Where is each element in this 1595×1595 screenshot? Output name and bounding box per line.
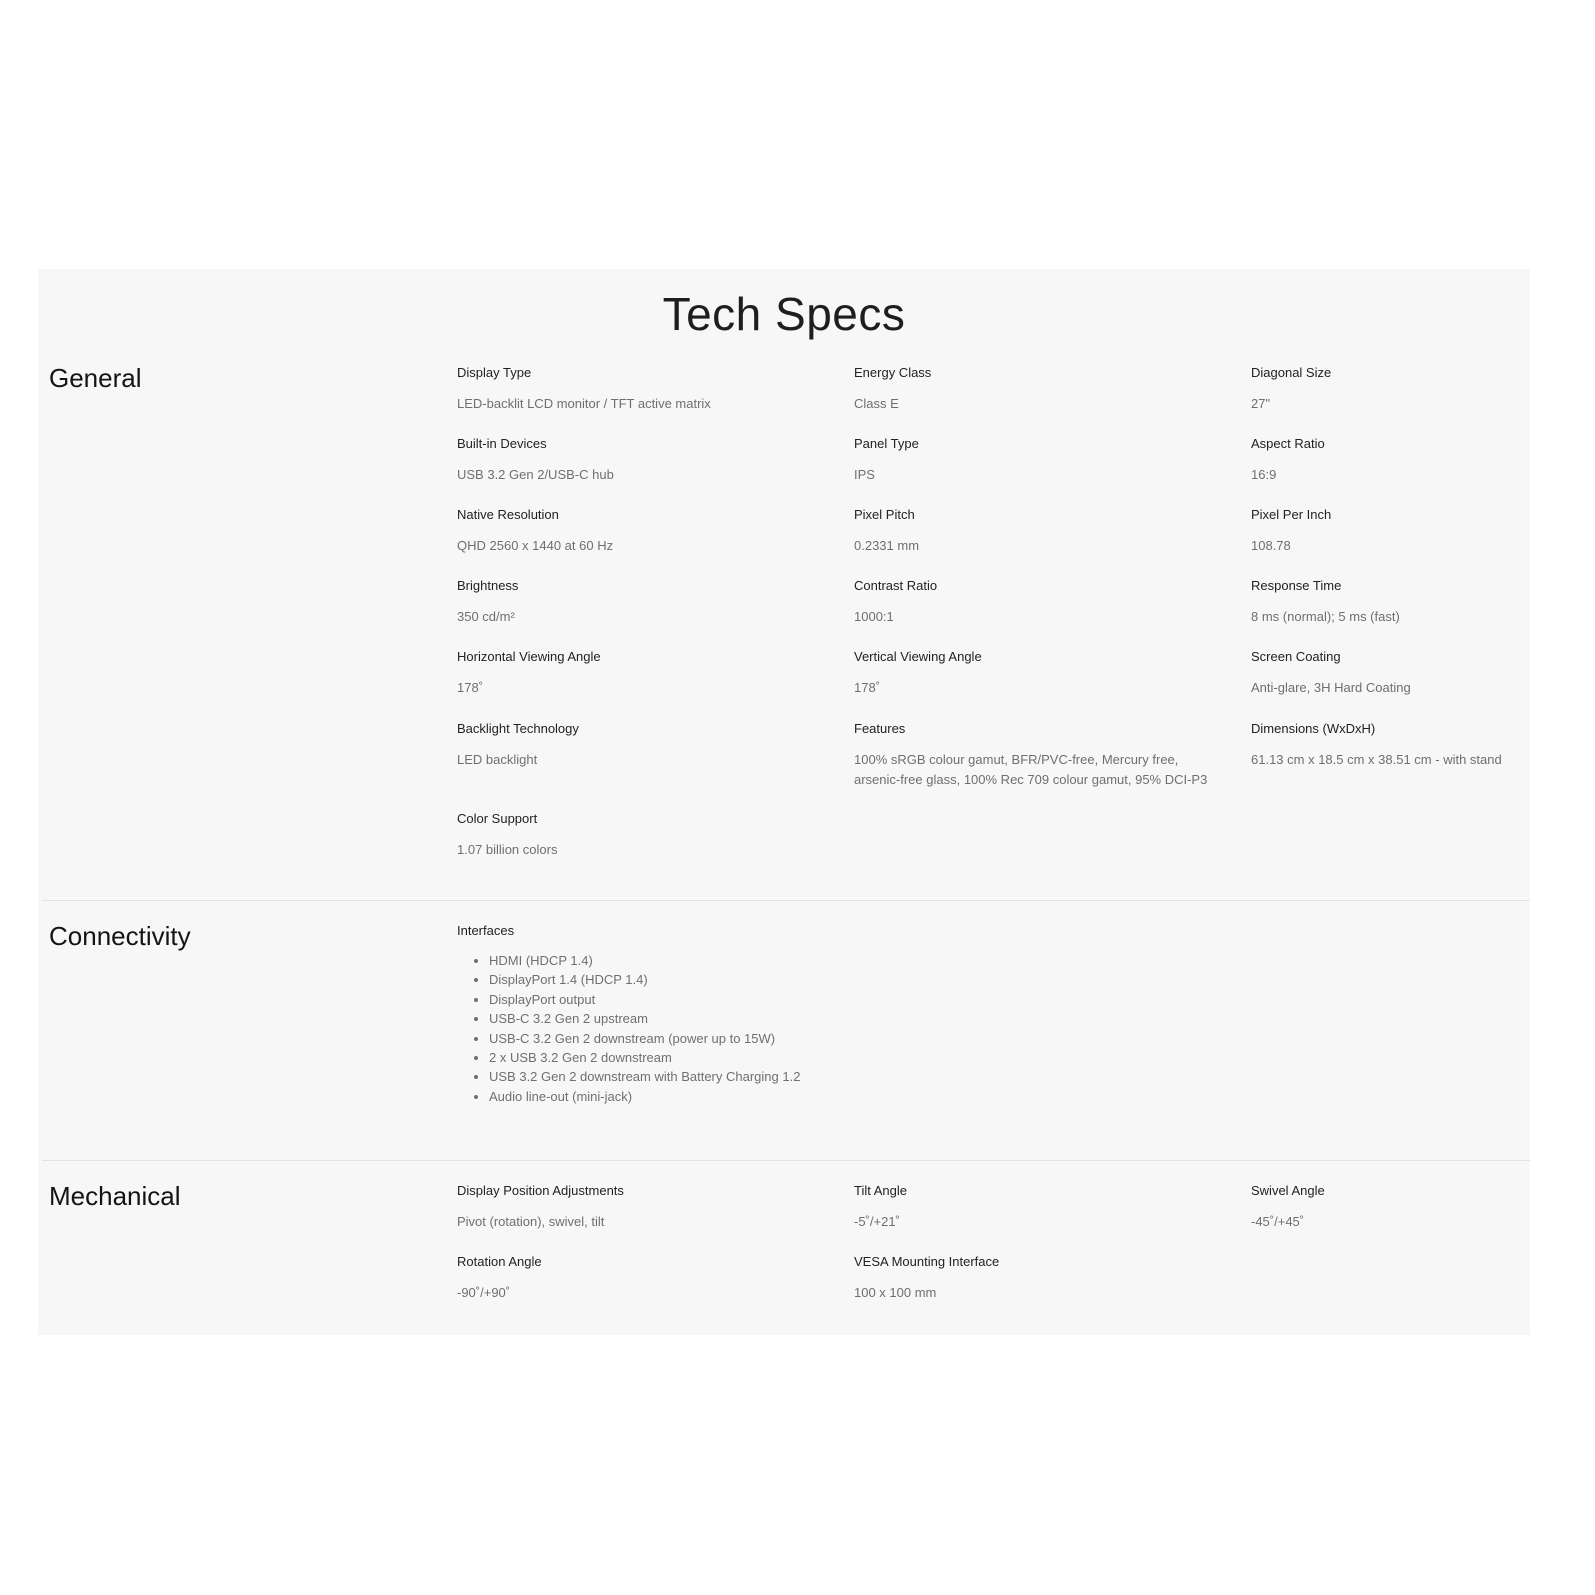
spec-pixel-pitch (854, 507, 1251, 578)
spec-color-support (457, 811, 854, 860)
spec-value: LED-backlit LCD monitor / TFT active matrix (457, 396, 711, 411)
spec-label: Built-in Devices (457, 436, 547, 451)
spec-value: 108.78 (1251, 538, 1291, 553)
section-heading-general: General (49, 363, 142, 393)
spec-backlight-technology (457, 721, 854, 811)
spec-value: USB 3.2 Gen 2/USB-C hub (457, 467, 614, 482)
spec-label: Pixel Per Inch (1251, 507, 1332, 522)
spec-value: 100% sRGB colour gamut, BFR/PVC-free, Mercury free, arsenic-free glass, 100% Rec 709 colour gamut, 95% DCI-P3 (854, 752, 1208, 787)
spec-label: Response Time (1251, 578, 1342, 593)
spec-screen-coating (1251, 649, 1517, 721)
page-title: Tech Specs (662, 288, 906, 340)
spec-panel-type (854, 436, 1251, 507)
spec-response-time (1251, 578, 1517, 649)
spec-label: Features (854, 721, 906, 736)
spec-contrast-ratio (854, 578, 1251, 649)
spec-features (854, 721, 1251, 811)
list-item: • USB-C 3.2 Gen 2 upstream (489, 1009, 1517, 1028)
spec-vertical-viewing-angle (854, 649, 1251, 721)
section-heading-mechanical: Mechanical (49, 1181, 181, 1211)
spec-pixel-per-inch (1251, 507, 1517, 578)
spec-value: -5˚/+21˚ (854, 1214, 900, 1229)
spec-value: 100 x 100 mm (854, 1285, 937, 1300)
spec-value: 178˚ (854, 680, 881, 695)
spec-value: Anti-glare, 3H Hard Coating (1251, 680, 1411, 695)
interfaces-list (457, 951, 1517, 1106)
connectivity-specs (457, 923, 1517, 1106)
spec-label: VESA Mounting Interface (854, 1254, 1000, 1269)
section-divider (42, 1160, 1530, 1161)
spec-value: -90˚/+90˚ (457, 1285, 511, 1300)
spec-label: Vertical Viewing Angle (854, 649, 982, 664)
spec-vesa-mounting-interface (854, 1254, 1251, 1303)
spec-value: -45˚/+45˚ (1251, 1214, 1305, 1229)
spec-value: 178˚ (457, 680, 484, 695)
spec-display-position-adjustments (457, 1183, 854, 1254)
spec-value: Class E (854, 396, 899, 411)
list-item: • USB-C 3.2 Gen 2 downstream (power up to 15W) (489, 1029, 1517, 1048)
spec-label: Tilt Angle (854, 1183, 907, 1198)
spec-value: LED backlight (457, 752, 538, 767)
list-item: • 2 x USB 3.2 Gen 2 downstream (489, 1048, 1517, 1067)
spec-built-in-devices (457, 436, 854, 507)
spec-diagonal-size (1251, 365, 1517, 436)
spec-label: Panel Type (854, 436, 919, 451)
spec-horizontal-viewing-angle (457, 649, 854, 721)
list-item: • USB 3.2 Gen 2 downstream with Battery Charging 1.2 (489, 1067, 1517, 1086)
spec-value: 8 ms (normal); 5 ms (fast) (1251, 609, 1400, 624)
spec-label: Screen Coating (1251, 649, 1341, 664)
spec-label: Dimensions (WxDxH) (1251, 721, 1376, 736)
spec-label: Rotation Angle (457, 1254, 542, 1269)
spec-label: Contrast Ratio (854, 578, 938, 593)
spec-value: 1.07 billion colors (457, 842, 558, 857)
spec-label: Energy Class (854, 365, 932, 380)
section-divider (42, 900, 1530, 901)
list-item: • DisplayPort 1.4 (HDCP 1.4) (489, 970, 1517, 989)
general-specs-grid (457, 365, 1517, 860)
spec-brightness (457, 578, 854, 649)
interfaces-label: Interfaces (457, 923, 515, 938)
spec-value: 61.13 cm x 18.5 cm x 38.51 cm - with stand (1251, 752, 1502, 767)
spec-aspect-ratio (1251, 436, 1517, 507)
list-item: • HDMI (HDCP 1.4) (489, 951, 1517, 970)
spec-label: Native Resolution (457, 507, 559, 522)
spec-value: 16:9 (1251, 467, 1277, 482)
spec-energy-class (854, 365, 1251, 436)
spec-label: Pixel Pitch (854, 507, 915, 522)
spec-value: 0.2331 mm (854, 538, 920, 553)
spec-label: Display Position Adjustments (457, 1183, 624, 1198)
spec-label: Backlight Technology (457, 721, 579, 736)
spec-swivel-angle (1251, 1183, 1517, 1254)
spec-value: 350 cd/m² (457, 609, 515, 624)
spec-label: Display Type (457, 365, 532, 380)
spec-label: Aspect Ratio (1251, 436, 1325, 451)
spec-value: 1000:1 (854, 609, 894, 624)
spec-label: Horizontal Viewing Angle (457, 649, 601, 664)
spec-value: IPS (854, 467, 875, 482)
list-item: • DisplayPort output (489, 990, 1517, 1009)
mechanical-specs-grid (457, 1183, 1517, 1303)
spec-rotation-angle (457, 1254, 854, 1303)
spec-label: Color Support (457, 811, 538, 826)
list-item: • Audio line-out (mini-jack) (489, 1087, 1517, 1106)
spec-value: Pivot (rotation), swivel, tilt (457, 1214, 605, 1229)
spec-display-type (457, 365, 854, 436)
spec-label: Brightness (457, 578, 519, 593)
spec-dimensions (1251, 721, 1517, 811)
spec-value: QHD 2560 x 1440 at 60 Hz (457, 538, 614, 553)
section-heading-connectivity: Connectivity (49, 921, 191, 951)
spec-value: 27" (1251, 396, 1271, 411)
spec-tilt-angle (854, 1183, 1251, 1254)
tech-specs-panel (38, 269, 1530, 1335)
spec-label: Diagonal Size (1251, 365, 1332, 380)
spec-label: Swivel Angle (1251, 1183, 1325, 1198)
spec-native-resolution (457, 507, 854, 578)
